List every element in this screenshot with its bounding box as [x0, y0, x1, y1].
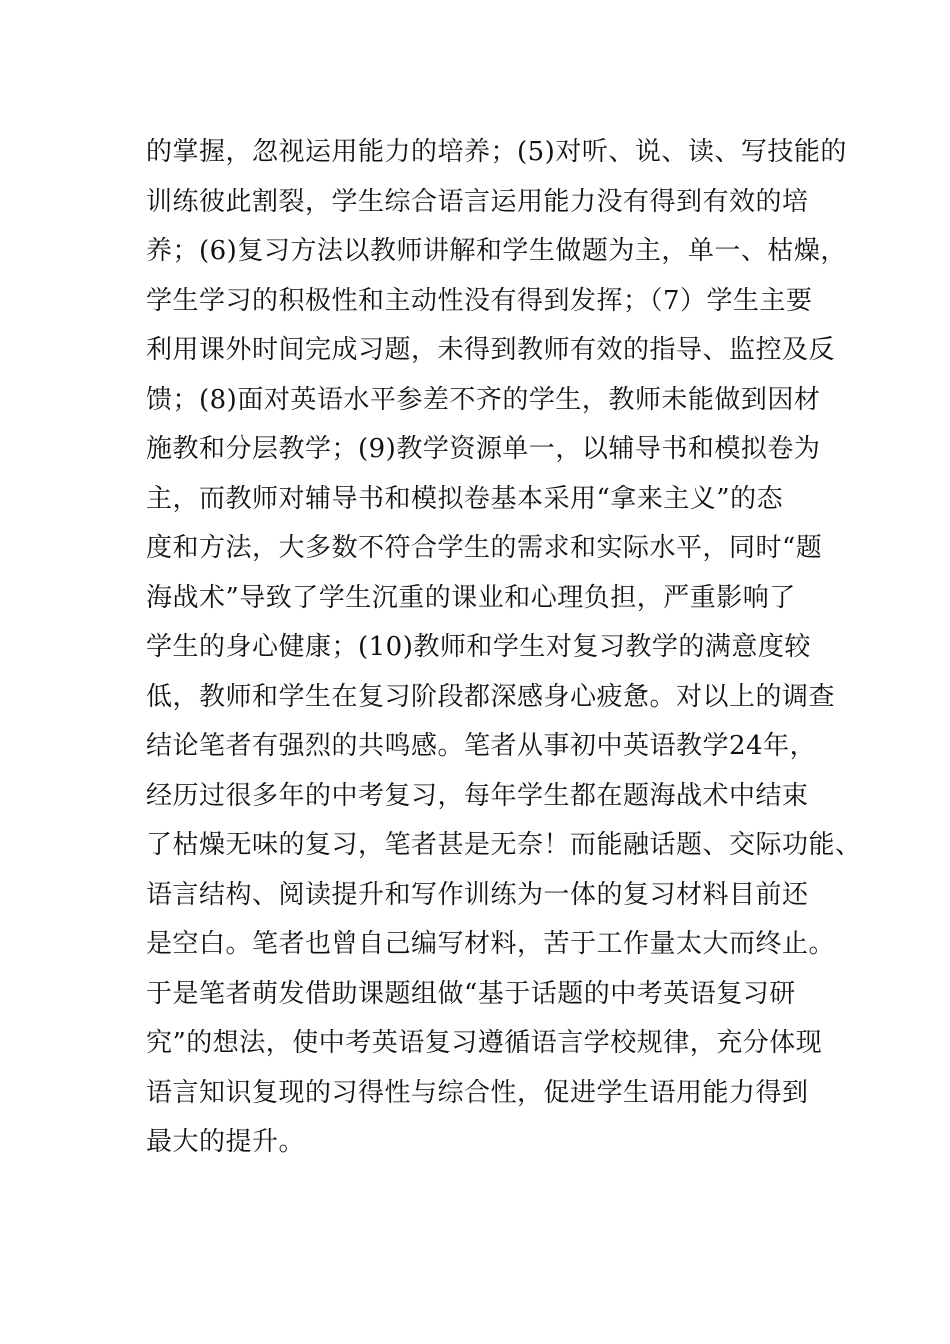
text-line-16: 语言结构、阅读提升和写作训练为一体的复习材料目前还 [146, 879, 809, 910]
text-line-3: 养；(6)复习方法以教师讲解和学生做题为主，单一、枯燥， [146, 236, 847, 266]
body-text [146, 128, 862, 1168]
text-line-5: 利用课外时间完成习题，未得到教师有效的指导、监控及反 [146, 335, 836, 365]
text-line-4: 学生学习的积极性和主动性没有得到发挥；（7）学生主要 [146, 285, 813, 316]
text-line-6: 馈；(8)面对英语水平参差不齐的学生，教师未能做到因材 [146, 384, 821, 415]
text-line-17: 是空白。笔者也曾自己编写材料，苦于工作量太大而终止。 [146, 929, 836, 959]
text-line-21: 最大的提升。 [146, 1127, 306, 1157]
text-line-18: 于是笔者萌发借助课题组做“基于话题的中考英语复习研 [146, 978, 796, 1009]
text-line-14: 经历过很多年的中考复习，每年学生都在题海战术中结束 [146, 780, 809, 811]
text-line-1: 的掌握，忽视运用能力的培养；(5)对听、说、读、写技能的 [146, 137, 847, 167]
text-line-13: 结论笔者有强烈的共鸣感。笔者从事初中英语教学24年， [146, 731, 817, 761]
text-line-11: 学生的身心健康；(10)教师和学生对复习教学的满意度较 [146, 632, 811, 662]
text-line-20: 语言知识复现的习得性与综合性，促进学生语用能力得到 [146, 1077, 809, 1108]
text-line-9: 度和方法，大多数不符合学生的需求和实际水平，同时“题 [146, 533, 823, 563]
text-line-10: 海战术”导致了学生沉重的课业和心理负担，严重影响了 [146, 582, 796, 613]
text-line-15: 了枯燥无味的复习，笔者甚是无奈！而能融话题、交际功能、 [146, 830, 862, 860]
text-line-7: 施教和分层教学；(9)教学资源单一，以辅导书和模拟卷为 [146, 434, 821, 464]
text-line-19: 究”的想法，使中考英语复习遵循语言学校规律，充分体现 [146, 1028, 823, 1058]
text-line-8: 主，而教师对辅导书和模拟卷基本采用“拿来主义”的态 [146, 483, 784, 514]
text-line-12: 低，教师和学生在复习阶段都深感身心疲惫。对以上的调查 [146, 681, 836, 712]
text-line-2: 训练彼此割裂，学生综合语言运用能力没有得到有效的培 [146, 186, 809, 217]
